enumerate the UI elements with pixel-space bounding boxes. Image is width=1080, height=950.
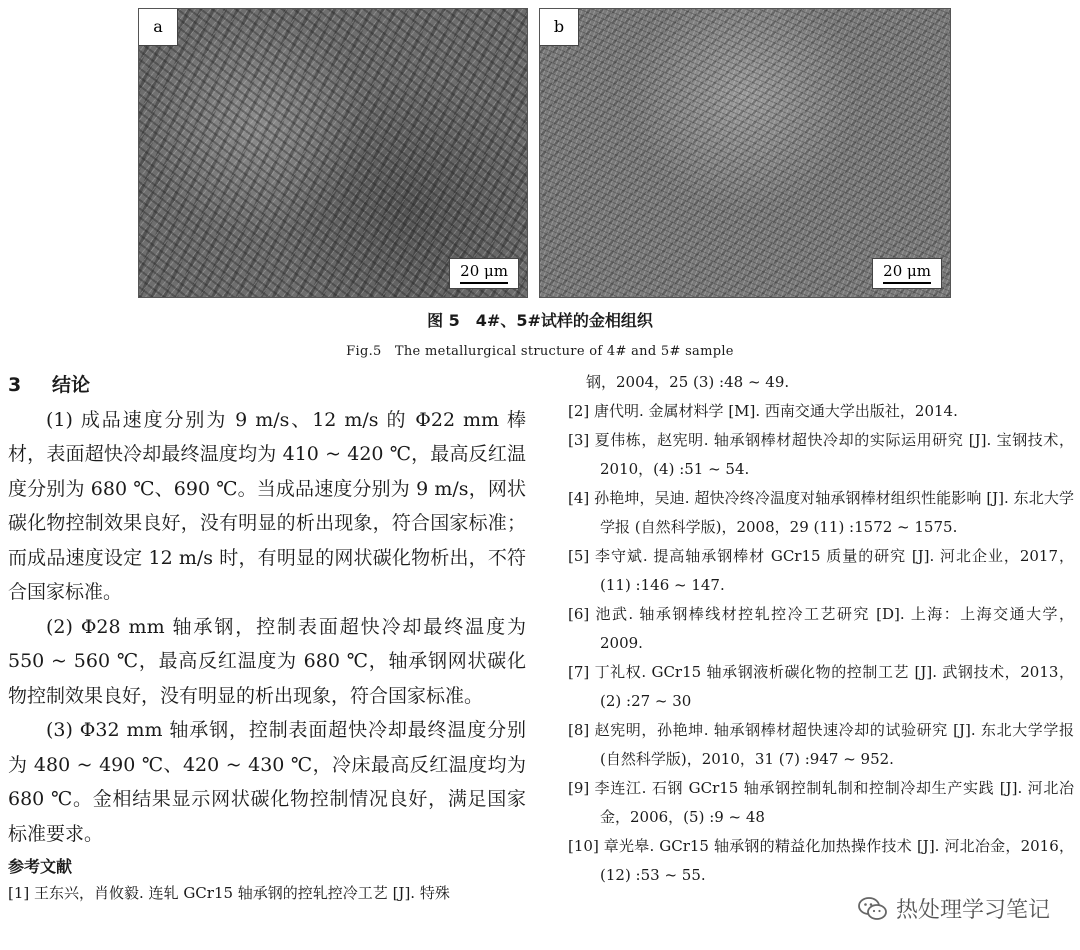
reference-item: [3] 夏伟栋，赵宪明. 轴承钢棒材超快冷却的实际运用研究 [J]. 宝钢技术，2010，(4) :51 ~ 54. bbox=[568, 431, 1074, 478]
reference-item: [8] 赵宪明，孙艳坤. 轴承钢棒材超快速冷却的试验研究 [J]. 东北大学学报 (自然科学版)，2010，31 (7) :947 ~ 952. bbox=[568, 721, 1074, 768]
reference-item: [10] 章光皋. GCr15 轴承钢的精益化加热操作技术 [J]. 河北冶金，2016，(12) :53 ~ 55. bbox=[568, 837, 1074, 884]
reference-item: [7] 丁礼权. GCr15 轴承钢液析碳化物的控制工艺 [J]. 武钢技术，2013，(2) :27 ~ 30 bbox=[568, 663, 1074, 710]
conclusion-paragraph-2: (2) Φ28 mm 轴承钢，控制表面超快冷却最终温度为 550 ~ 560 ℃，最高反红温度为 680 ℃，轴承钢网状碳化物控制效果良好，没有明显的析出现象，符合国家标准。 bbox=[8, 615, 526, 707]
section-heading bbox=[8, 368, 526, 403]
conclusion-paragraph-3: (3) Φ32 mm 轴承钢，控制表面超快冷却最终温度分别为 480 ~ 490 ℃、420 ~ 430 ℃，冷床最高反红温度均为 680 ℃。金相结果显示网状碳化物控制情况良好，满足国家标准要求。 bbox=[8, 719, 526, 845]
scale-bar-b-label: 20 μm bbox=[883, 262, 931, 280]
panel-letter-a: a bbox=[139, 9, 178, 46]
reference-item: [9] 李连江. 石钢 GCr15 轴承钢控制轧制和控制冷却生产实践 [J]. 河北冶金，2006，(5) :9 ~ 48 bbox=[568, 779, 1074, 826]
watermark-text: 热处理学习笔记 bbox=[895, 898, 1050, 923]
scale-bar-b bbox=[872, 258, 942, 289]
reference-item: [2] 唐代明. 金属材料学 [M]. 西南交通大学出版社，2014. bbox=[568, 402, 958, 420]
left-column bbox=[8, 368, 526, 907]
right-column bbox=[568, 368, 1074, 890]
panel-letter-b: b bbox=[540, 9, 579, 46]
conclusion-paragraph-1: (1) 成品速度分别为 9 m/s、12 m/s 的 Φ22 mm 棒材，表面超快冷却最终温度均为 410 ~ 420 ℃，最高反红温度分别为 680 ℃、690 ℃。当成品速度分别为 9 m/s，网状碳化物控制效果良好，没有明显的析出现象，符合国家标准；而成品速度设定 12 m/s 时，有明显的网状碳化物析出，不符合国家标准。 bbox=[8, 408, 526, 603]
wechat-icon bbox=[858, 896, 888, 922]
micrograph-a bbox=[138, 8, 528, 298]
scale-bar-a-label: 20 μm bbox=[460, 262, 508, 280]
micrograph-b bbox=[539, 8, 951, 298]
section-title: 结论 bbox=[52, 374, 91, 396]
watermark bbox=[858, 893, 1050, 924]
references-heading: 参考文献 bbox=[8, 857, 73, 876]
reference-item: [4] 孙艳坤，吴迪. 超快冷终冷温度对轴承钢棒材组织性能影响 [J]. 东北大学学报 (自然科学版)，2008，29 (11) :1572 ~ 1575. bbox=[568, 489, 1074, 536]
reference-1-continued: 钢，2004，25 (3) :48 ~ 49. bbox=[586, 373, 790, 391]
figure-caption-zh: 图 5 4#、5#试样的金相组织 bbox=[427, 311, 653, 330]
scale-bar-a bbox=[449, 258, 519, 289]
reference-item: [6] 池武. 轴承钢棒线材控轧控冷工艺研究 [D]. 上海：上海交通大学，2009. bbox=[568, 605, 1074, 652]
figure-caption-en: Fig.5 The metallurgical structure of 4# and 5# sample bbox=[346, 344, 734, 359]
reference-item: [5] 李守斌. 提高轴承钢棒材 GCr15 质量的研究 [J]. 河北企业，2017，(11) :146 ~ 147. bbox=[568, 547, 1074, 594]
section-number: 3 bbox=[8, 374, 22, 396]
reference-1: [1] 王东兴，肖攸毅. 连轧 GCr15 轴承钢的控轧控冷工艺 [J]. 特殊 bbox=[8, 884, 450, 902]
